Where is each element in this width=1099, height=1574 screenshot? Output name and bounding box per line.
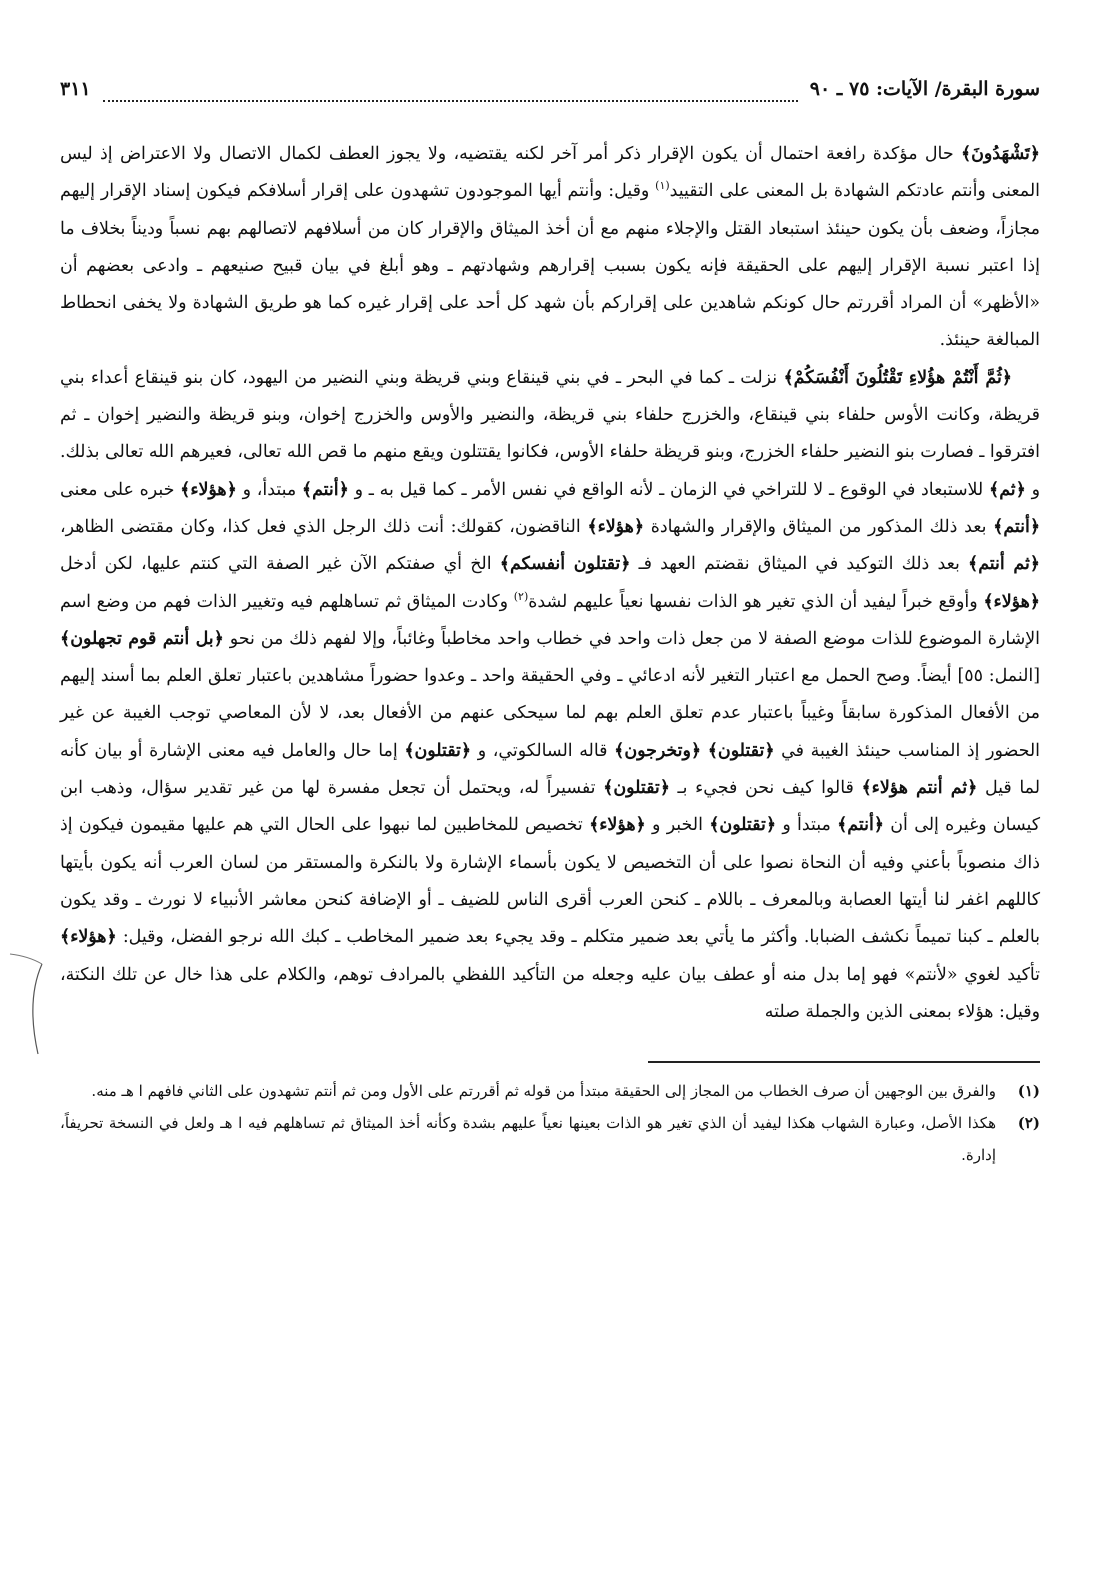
quran-quote: ﴿هؤلاء﴾: [180, 479, 237, 500]
text-run: وقيل: وأنتم أيها الموجودون تشهدون على إقرار أسلافكم فيكون إسناد الإقرار إليهم مجازاً، وضعف بأن يكون حينئذ استبعاد القتل والإجلاء منهم مع أن أخذ الميثاق والإقرار كان من أسلافهم لاتصالهم بهم نسباً وديناً بخلاف ما إذا اعتبر نسبة الإقرار إليهم على الحقيقة فإنه يكون بسبب إقرارهم وشهادتهم ـ وهو أبلغ في بيان قبيح صنيعهم ـ وادعى بعضهم أن «الأظهر» أن المراد أقررتم حال كونكم شاهدين على إقراركم بأن شهد كل أحد على إقرار غيره كما هو طريق الشهادة ولا يخفى انحطاط المبالغة حينئذ.: [60, 181, 1040, 351]
text-run: حال مؤكدة رافعة احتمال أن يكون الإقرار ذكر أمر آخر لكنه يقتضيه، ولا يجوز العطف لكمال الاتصال ولا الاعتراض إذ ليس المعنى وأنتم عادتكم الشهادة بل المعنى على التقييد: [60, 144, 1040, 202]
quran-quote: ﴿أنتم﴾: [993, 516, 1041, 537]
quran-quote: ﴿تقتلون﴾: [603, 778, 670, 799]
text-run: بعد ذلك التوكيد في الميثاق نقضتم العهد فـ: [630, 554, 968, 575]
text-run: بعد ذلك المذكور من الميثاق والإقرار والشهادة: [644, 516, 994, 537]
text-run: [النمل: ٥٥] أيضاً. وصح الحمل مع اعتبار التغير لأنه ادعائي ـ وفي الحقيقة واحد ـ وعدوا حضوراً مشاهدين باعتبار تعلق العلم بما أسند إليهم من الأفعال المذكورة سابقاً وغيباً باعتبار عدم تعلق العلم بهم لما سيحكى عنهم من الأفعال بعد، لا لأن المعاصي توجب الغيبة عن غير الحضور إذ المناسب حينئذ الغيبة في: [60, 666, 1040, 761]
quran-quote: ﴿هؤلاء﴾: [60, 927, 117, 948]
quran-quote: ﴿أنتم﴾: [301, 479, 349, 500]
footnote-separator: [648, 1061, 1040, 1063]
text-run: تأكيد لغوي «لأنتم» فهو إما بدل منه أو عطف بيان عليه وجعله من التأكيد اللفظي بالمرادف توهم، والكلام على هذا خال عن تلك النكتة، وقيل: هؤلاء بمعنى الذين والجملة صلته: [60, 964, 1040, 1022]
text-run: [701, 741, 708, 761]
footnote-number: (٢): [1017, 1114, 1040, 1133]
quran-quote: ﴿تَشْهَدُونَ﴾: [960, 144, 1040, 164]
footnote-text: والفرق بين الوجهين أن صرف الخطاب من المجاز إلى الحقيقة مبتدأ من قوله ثم أقررتم على الأول ومن ثم أنتم تشهدون على الثاني فافهم ا هـ منه.: [91, 1082, 996, 1101]
text-run: نزلت ـ كما في البحر ـ في بني قينقاع وبني قريظة وبني النضير من اليهود، كان بنو قينقاع أعداء بني قريظة، وكانت الأوس حلفاء بني قينقاع، والخزرج حلفاء بني قريظة، والنضير والأوس والخزرج إخوان، وبنو قريظة والنضير إخوان ـ ثم افترقوا ـ فصارت بنو النضير حلفاء الخزرج، وبنو قريظة حلفاء الأوس، فكانوا يقتتلون ويقع منهم ما قص الله تعالى، فعيرهم الله تعالى بذلك. و: [60, 367, 1040, 500]
quran-quote: ﴿ثم﴾: [989, 479, 1026, 500]
page-number: ٣١١: [60, 78, 91, 100]
quran-quote: ﴿بل أنتم قوم تجهلون﴾: [60, 628, 224, 649]
quran-quote: ﴿ثُمَّ أَنْتُمْ هؤُلاءِ تَقْتُلُونَ أَنْفُسَكُمْ﴾: [783, 367, 1012, 388]
quran-quote: ﴿تقتلون أنفسكم﴾: [499, 554, 631, 575]
quran-quote: ﴿تقتلون﴾: [709, 815, 777, 836]
text-run: مبتدأ و: [776, 815, 838, 836]
footnote-ref: (١): [655, 179, 670, 193]
quran-quote: ﴿هؤلاء﴾: [589, 815, 646, 836]
running-head: [60, 78, 1040, 112]
paragraph-1: [60, 136, 1040, 360]
text-run: قاله السالكوتي، و: [471, 740, 615, 761]
dotted-leader: [103, 88, 798, 102]
text-run: الناقضون، كقولك: أنت ذلك الرجل الذي فعل كذا، وكان مقتضى الظاهر،: [60, 516, 588, 537]
handwritten-margin-mark: [8, 950, 48, 1060]
book-page: [60, 78, 1040, 1538]
text-run: خبره على معنى: [60, 479, 181, 500]
text-run: تفسيراً له، ويحتمل أن تجعل مفسرة لها من غير تقدير سؤال، وذهب ابن كيسان وغيره إلى أن: [60, 778, 1040, 836]
footnote-text: هكذا الأصل، وعبارة الشهاب هكذا ليفيد أن الذي تغير هو الذات بعينها نعياً عليهم بشدة وكأنه أخذ الميثاق ثم تساهلهم فيه ا هـ ولعل في النسخة تحريفاً، إدارة.: [60, 1114, 996, 1165]
quran-quote: ﴿هؤلاء﴾: [983, 591, 1040, 612]
text-run: الخبر و: [645, 815, 710, 836]
footnote-number: (١): [1017, 1082, 1040, 1101]
text-run: قالوا كيف نحن فجيء بـ: [669, 778, 862, 799]
footnote-2: [60, 1107, 1040, 1171]
footnote-ref: (٢): [513, 589, 529, 603]
paragraph-2: [60, 360, 1040, 1031]
text-run: إما حال والعامل فيه معنى الإشارة أو بيان كأنه لما قيل: [60, 740, 1040, 799]
text-run: الخ أي صفتكم الآن غير الصفة التي كنتم عليها، لكن أدخل: [60, 554, 500, 575]
quran-quote: ﴿أنتم﴾: [837, 815, 884, 836]
text-run: للاستبعاد في الوقوع ـ لا للتراخي في الزمان ـ لأنه الواقع في نفس الأمر ـ كما قيل به ـ و: [348, 479, 990, 500]
footnote-1: [60, 1075, 1040, 1107]
text-run: مبتدأ، و: [236, 479, 302, 500]
footnotes: [60, 1075, 1040, 1171]
quran-quote: ﴿تقتلون﴾: [404, 740, 472, 761]
chapter-title: سورة البقرة/ الآيات: ٧٥ ـ ٩٠: [809, 78, 1040, 100]
quran-quote: ﴿وتخرجون﴾: [614, 740, 702, 761]
quran-quote: ﴿هؤلاء﴾: [587, 516, 645, 537]
text-run: وأوقع خبراً ليفيد أن الذي تغير هو الذات نفسها نعياً عليهم لشدة: [528, 591, 984, 612]
text-run: تخصيص للمخاطبين لما نبهوا على الحال التي هم عليها مقيمون فيكون إذ ذاك منصوباً بأعني وفيه أن النحاة نصوا على أن التخصيص لا يكون بأسماء الإشارة ولا بالنكرة والمستقر من لسان العرب أنه يكون بأيتها كاللهم اغفر لنا أيتها العصابة وبالمعرف ـ باللام ـ كنحن العرب أقرى الناس للضيف ـ أو الإضافة كنحن معاشر الأنبياء لا نورث ـ وقد يكون بالعلم ـ كبنا تميماً نكشف الضبابا. وأكثر ما يأتي بعد ضمير متكلم ـ وقد يجيء بعد ضمير المخاطب ـ كبك الله نرجو الفضل، وقيل:: [60, 815, 1040, 948]
body-text: [60, 136, 1040, 1031]
quran-quote: ﴿ثم أنتم هؤلاء﴾: [861, 778, 978, 799]
text-run: وكادت الميثاق ثم تساهلهم فيه وتغيير الذات فهم من وضع اسم الإشارة الموضوع للذات موضع الصفة لا من جعل ذات واحد في خطاب واحد مخاطباً وغائباً، وإلا لفهم ذلك من نحو: [60, 591, 1040, 649]
quran-quote: ﴿ثم أنتم﴾: [968, 554, 1040, 575]
quran-quote: ﴿تقتلون﴾: [707, 740, 775, 761]
